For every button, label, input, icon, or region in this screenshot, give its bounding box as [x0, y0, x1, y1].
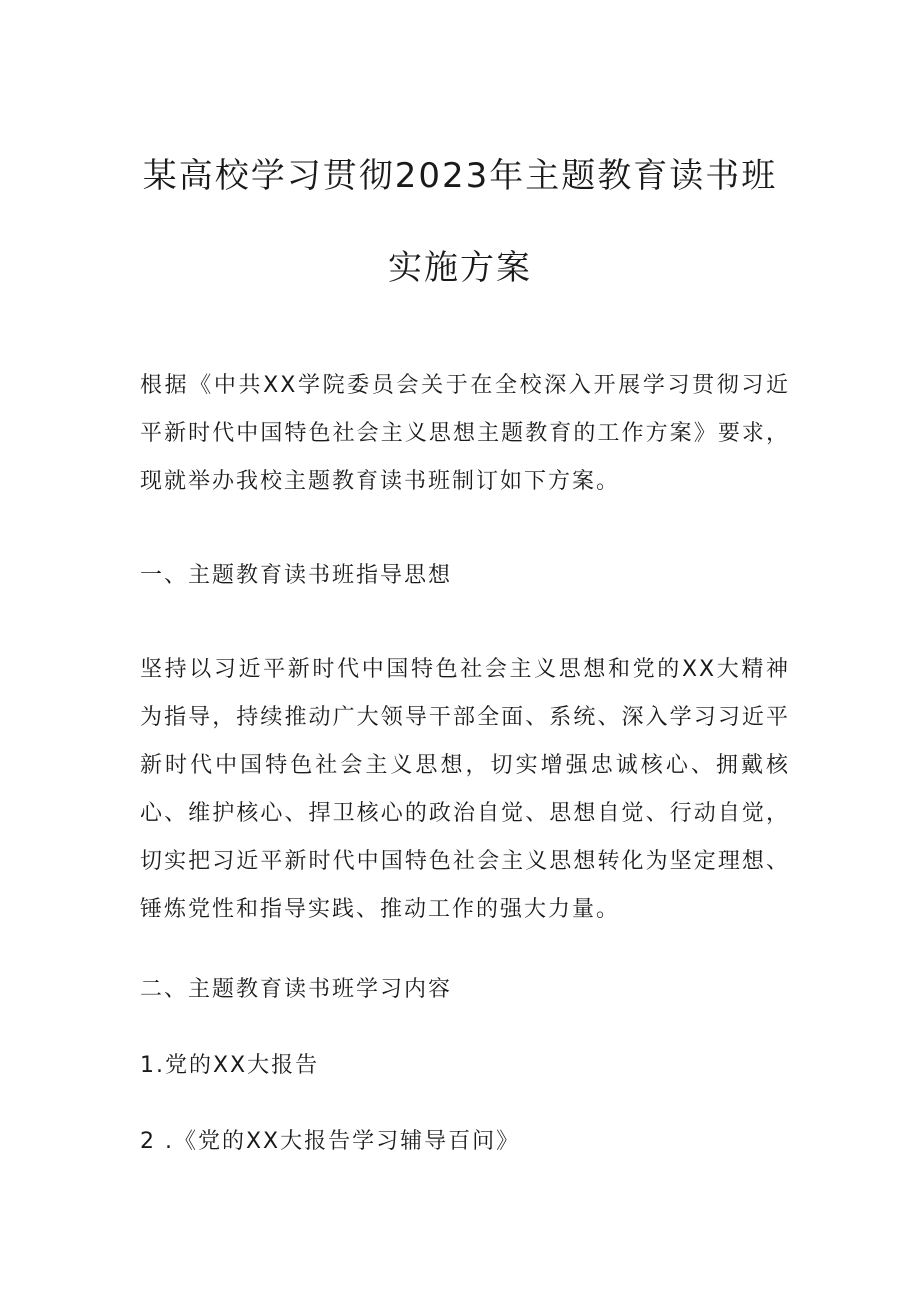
guiding-ideology-paragraph: 坚持以习近平新时代中国特色社会主义思想和党的XX大精神为指导，持续推动广大领导干部全面、系统、深入学习习近平新时代中国特色社会主义思想，切实增强忠诚核心、拥戴核心、维护核心、捍卫核心的政治自觉、思想自觉、行动自觉，切实把习近平新时代中国特色社会主义思想转化为坚定理想、锤炼党性和指导实践、推动工作的强大力量。 [140, 657, 790, 922]
study-content-item: 2 .《党的XX大报告学习辅导百问》 [140, 1129, 521, 1154]
document-title-line-2: 实施方案 [388, 248, 532, 288]
study-content-item: 1.党的XX大报告 [140, 1053, 320, 1078]
document-title-line-1: 某高校学习贯彻2023年主题教育读书班 [142, 156, 778, 196]
section-heading-guiding-ideology: 一、主题教育读书班指导思想 [140, 563, 453, 588]
intro-paragraph: 根据《中共XX学院委员会关于在全校深入开展学习贯彻习近平新时代中国特色社会主义思想主题教育的工作方案》要求，现就举办我校主题教育读书班制订如下方案。 [140, 373, 790, 494]
section-heading-study-content: 二、主题教育读书班学习内容 [140, 977, 453, 1002]
